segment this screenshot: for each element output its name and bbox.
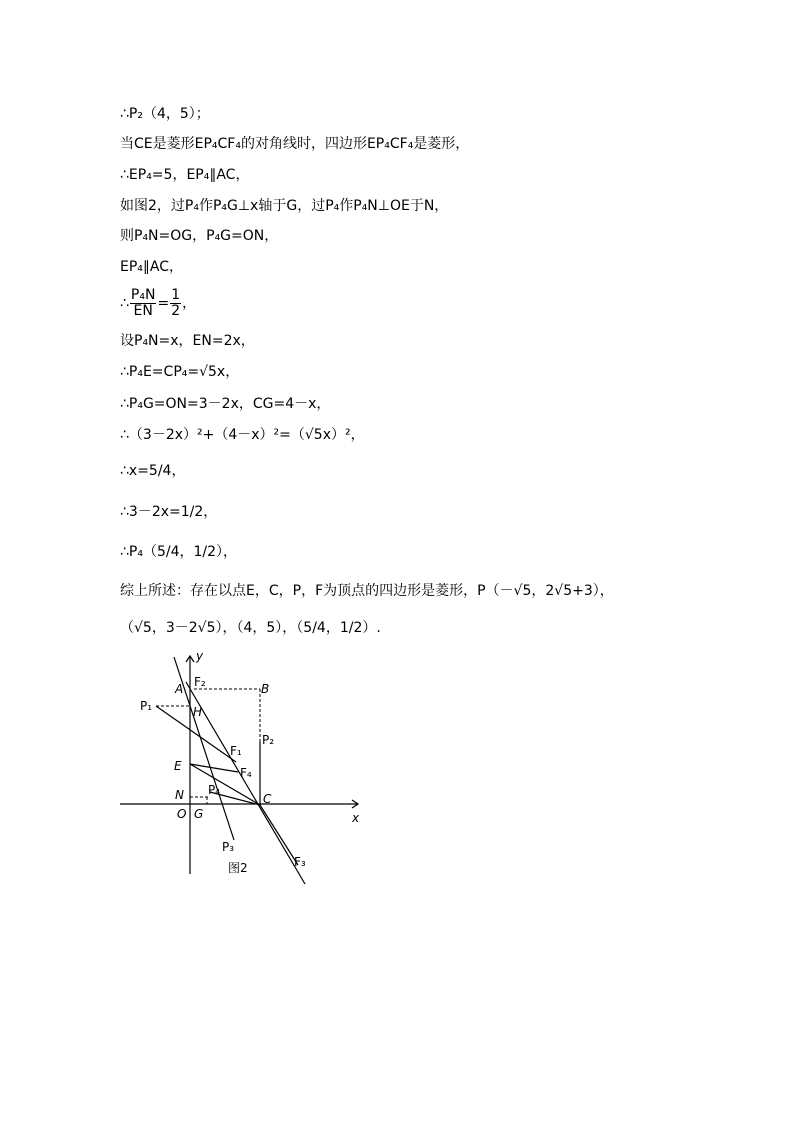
label-p3: P₃ [222,840,235,854]
text-line-3: ∴EP₄=5，EP₄∥AC， [120,167,250,183]
text-line-10: ∴P₄G=ON=3－2x，CG=4－x， [120,396,331,412]
text-line-14: ∴P₄（5/4，1/2）， [120,544,238,560]
text-line-1: ∴P₂（4，5）； [120,106,210,122]
axis-label-y: y [196,649,204,663]
text-line-11: ∴（3－2x）²+（4－x）²=（√5x）²， [120,427,365,443]
label-p2: P₂ [262,733,275,747]
text-line-7: ∴ $\frac{\text{P₄N}}{EN}$ = $\frac{1}{2}$ ， [120,287,197,319]
text-line-2: 当CE是菱形EP₄CF₄的对角线时，四边形EP₄CF₄是菱形， [120,136,470,152]
line-ac [186,682,305,884]
text-line-13: ∴3－2x=1/2， [120,504,218,520]
figure-caption: 图2 [228,861,248,875]
label-h: H [193,705,203,719]
label-p1: P₁ [140,699,153,713]
text-line-6: EP₄∥AC， [120,259,184,275]
label-f3: F₃ [294,855,306,869]
text-line-12: ∴x=5/4， [120,463,186,479]
segment-c-f3 [260,805,298,865]
label-b: B [261,682,270,696]
text-line-15: 综上所述：存在以点E，C，P，F为顶点的四边形是菱形，P（－√5，2√5+3）， [120,583,614,599]
label-f4: F₄ [240,766,252,780]
figure-2 [110,645,370,890]
text-line-9: ∴P₄E=CP₄=√5x， [120,364,240,380]
label-c: C [263,792,272,806]
label-n: N [175,788,184,802]
text-line-8: 设P₄N=x，EN=2x， [120,333,255,349]
text-line-4: 如图2，过P₄作P₄G⊥x轴于G，过P₄作P₄N⊥OE于N， [120,198,449,214]
label-p4: P₄ [208,783,221,797]
text-line-16: （√5，3－2√5），（4，5），（5/4，1/2）. [120,620,381,636]
fraction-p4n-en: $\frac{\text{P₄N}}{EN}$ [130,287,156,319]
label-o: O [177,807,187,821]
label-g: G [194,807,204,821]
label-a: A [175,682,184,696]
label-f1: F₁ [230,744,242,758]
fraction-one-half: $\frac{1}{2}$ [171,287,181,319]
label-f2: F₂ [194,675,206,689]
axis-label-x: x [352,811,360,825]
text-line-5: 则P₄N=OG，P₄G=ON， [120,228,279,244]
label-e: E [174,759,182,773]
